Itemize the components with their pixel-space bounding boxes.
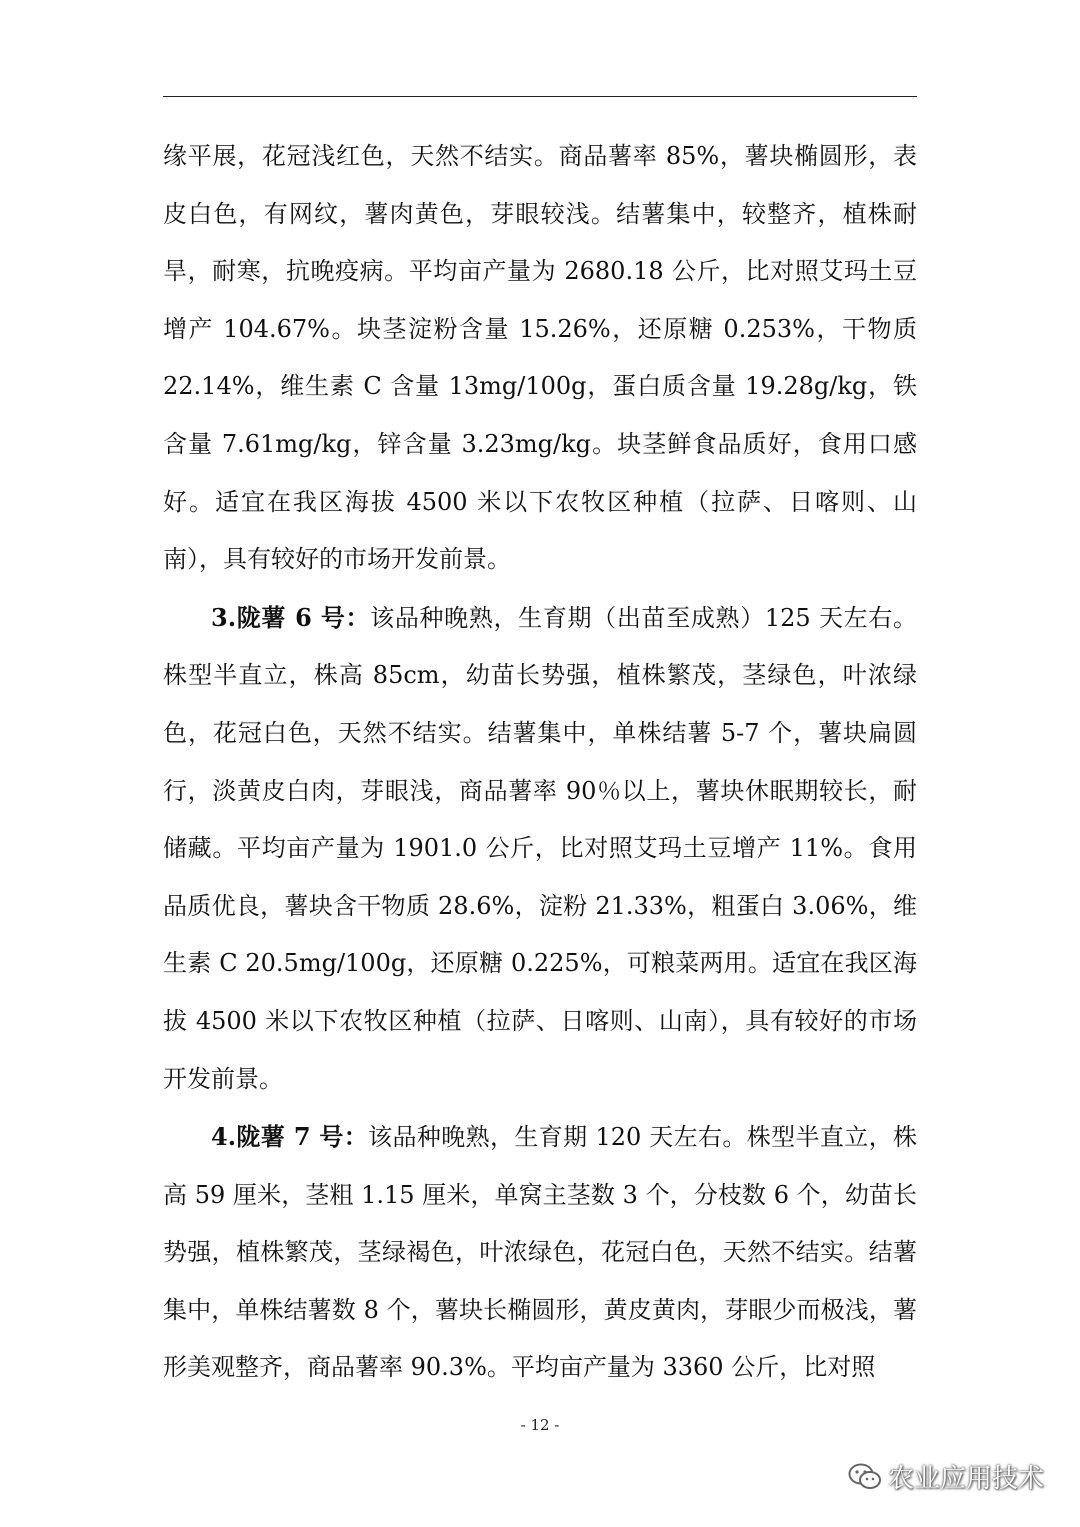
wechat-icon [848,1462,882,1492]
page-number: - 12 - [520,1416,560,1434]
header-rule [163,96,917,97]
watermark [848,1458,1044,1495]
paragraph-text: 缘平展，花冠浅红色，天然不结实。商品薯率 85%，薯块椭圆形，表皮白色，有网纹，薯肉黄色，芽眼较浅。结薯集中，较整齐，植株耐旱，耐寒，抗晚疫病。平均亩产量为 2680.18 公斤，比对照艾玛土豆增产 104.67%。块茎淀粉含量 15.26%，还原糖 0.253%，干物质 22.14%，维生素 C 含量 13mg/100g，蛋白质含量 19.28g/kg，铁含量 7.61mg/kg，锌含量 3.23mg/kg。块茎鲜食品质好，食用口感好。适宜在我区海拔 4500 米以下农牧区种植（拉萨、日喀则、山南），具有较好的市场开发前景。 [163,142,917,574]
paragraph-continued [163,128,917,589]
watermark-text: 农业应用技术 [887,1464,1044,1494]
paragraph-longshu-7 [163,1108,917,1397]
paragraph-text: 该品种晚熟，生育期 120 天左右。株型半直立，株高 59 厘米，茎粗 1.15 厘米，单窝主茎数 3 个，分枝数 6 个，幼苗长势强，植株繁茂，茎绿褐色，叶浓绿色，花冠白色，天然不结实。结薯集中，单株结薯数 8 个，薯块长椭圆形，黄皮黄肉，芽眼少而极浅，薯形美观整齐，商品薯率 90.3%。平均亩产量为 3360 公斤，比对照 [163,1123,917,1382]
document-body [163,128,917,1397]
paragraph-heading: 3.陇薯 6 号： [211,602,371,632]
paragraph-text: 该品种晚熟，生育期（出苗至成熟）125 天左右。株型半直立，株高 85cm，幼苗长势强，植株繁茂，茎绿色，叶浓绿色，花冠白色，天然不结实。结薯集中，单株结薯 5-7 个，薯块扁圆行，淡黄皮白肉，芽眼浅，商品薯率 90％以上，薯块休眠期较长，耐储藏。平均亩产量为 1901.0 公斤，比对照艾玛土豆增产 11%。食用品质优良，薯块含干物质 28.6%，淀粉 21.33%，粗蛋白 3.06%，维生素 C 20.5mg/100g，还原糖 0.225%，可粮菜两用。适宜在我区海拔 4500 米以下农牧区种植（拉萨、日喀则、山南），具有较好的市场开发前景。 [163,603,917,1093]
paragraph-longshu-6 [163,589,917,1108]
paragraph-heading: 4.陇薯 7 号： [211,1122,369,1152]
